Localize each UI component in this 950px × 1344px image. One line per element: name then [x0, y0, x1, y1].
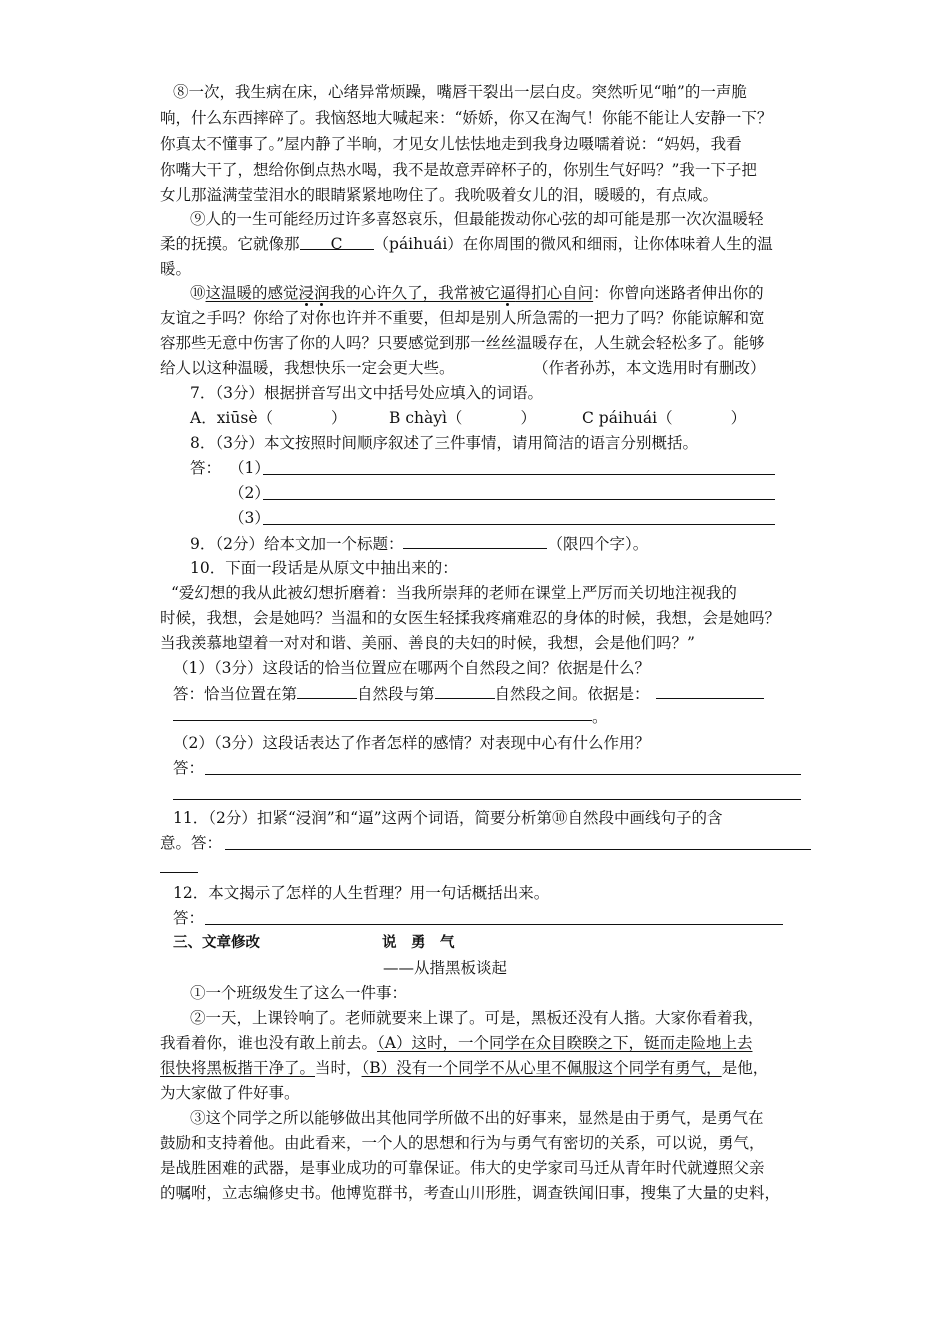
q7-b-close: ）	[520, 409, 536, 427]
essay-p2-before: 我看着你，谁也没有敢上前去。	[160, 1034, 378, 1052]
section-3-essay-title: 说 勇 气	[382, 935, 455, 951]
underlined-sentence	[206, 284, 594, 302]
question-10-prompt: 10．下面一段话是从原文中抽出来的：	[190, 559, 458, 577]
essay-para-1: ①一个班级发生了这么一件事：	[190, 984, 408, 1002]
para-10-rest: ：你曾向迷路者伸出你的	[593, 284, 764, 302]
underlined-part-3: 得扪心自问	[515, 284, 594, 302]
q8-answer-line-1[interactable]	[263, 474, 775, 475]
sentence-a-end: 很快将黑板揩干净了。	[160, 1059, 316, 1077]
q8-item-2: （2）	[229, 484, 270, 502]
para-9-line-1: ⑨人的一生可能经历过许多喜怒哀乐，但最能拨动你心弦的却可能是那一次次温暖轻	[190, 210, 764, 228]
para-10-line-4: 给人以这种温暖，我想快乐一定会更大些。	[160, 359, 455, 377]
question-8-prompt: 8．（3分）本文按照时间顺序叙述了三件事情，请用简洁的语言分别概括。	[190, 434, 698, 452]
para-8-line-2: 响，什么东西摔碎了。我恼怒地大喊起来：“娇娇，你又在淘气！你能不能让人安静一下？	[160, 109, 773, 127]
para-10-line-3: 容那些无意中伤害了你的人吗？只要感觉到那一丝丝温暖存在，人生就会轻松多了。能够	[160, 334, 765, 352]
essay-para-2-line-3	[160, 1056, 768, 1080]
q10-quote-line-3: 当我羡慕地望着一对对和谐、美丽、善良的夫妇的时候，我想，会是他们吗？”	[160, 634, 695, 652]
q10-blank-para-2[interactable]	[435, 681, 495, 699]
q10-ans1-c: 自然段之间。依据是：	[494, 685, 650, 703]
q10-blank-para-1[interactable]	[297, 681, 357, 699]
q10-quote-line-2: 时候，我想，会是她吗？当温和的女医生轻揉我疼痛难忍的身体的时候，我想，会是她吗？	[160, 609, 781, 627]
question-9	[190, 531, 648, 555]
q11-answer-line-tail[interactable]	[160, 872, 198, 873]
para-10-number: ⑩	[190, 284, 206, 302]
q8-item-1: （1）	[229, 459, 270, 477]
essay-p2-end: 是他，	[721, 1059, 769, 1077]
section-3-subtitle: ——从揩黑板谈起	[383, 959, 508, 977]
question-7-b	[389, 406, 536, 430]
q8-answer-line-3[interactable]	[263, 524, 775, 525]
question-11-line-1: 11．（2分）扣紧“浸润”和“逼”这两个词语，简要分析第⑩自然段中画线句子的含	[173, 809, 723, 827]
underlined-part-2: 我的心许久了，我常被它	[329, 284, 501, 302]
blank-c[interactable]	[300, 232, 374, 253]
q10-basis-blank[interactable]	[656, 681, 764, 699]
para-9-line-3: 暖。	[160, 260, 192, 278]
para-9-line-2	[160, 232, 773, 256]
q12-answer-label: 答：	[173, 909, 205, 927]
essay-p2-mid: 当时，	[315, 1059, 362, 1077]
para-9-text-after: （páihuái）在你周围的微风和细雨，让你体味着人生的温	[373, 235, 773, 253]
question-7-a	[190, 406, 347, 430]
q10-quote-line-1: “爱幻想的我从此被幻想折磨着：当我所崇拜的老师在课堂上严厉而关切地注视我的	[171, 584, 737, 602]
sentence-b: （B）没有一个同学不从心里不佩服这个同学有勇气，	[361, 1059, 722, 1077]
para-8-line-5: 女儿那溢满莹莹泪水的眼睛紧紧地吻住了。我吮吸着女儿的泪，暖暖的，有点咸。	[160, 186, 719, 204]
para-8-line-4: 你嘴大干了，想给你倒点热水喝，我不是故意弄碎杯子的，你别生气好吗？”我一下子把	[160, 161, 757, 179]
blank-c-label: C	[330, 235, 343, 253]
sentence-a: （A）这时，一个同学在众目睽睽之下，铤而走险地上去	[377, 1034, 753, 1052]
essay-para-2-line-2	[160, 1031, 752, 1055]
q10-answer-1	[173, 681, 764, 705]
para-8-line-1: ⑧一次，我生病在床，心绪异常烦躁，嘴唇干裂出一层白皮。突然听见“啪”的一声脆	[173, 83, 747, 101]
q10-basis-line-2[interactable]	[173, 720, 592, 721]
dotted-word-jin: 浸	[298, 284, 315, 302]
essay-para-2-line-4: 为大家做了件好事。	[160, 1084, 300, 1102]
author-note: （作者孙苏，本文选用时有删改）	[533, 359, 766, 377]
underlined-part-1: 这温暖的感觉	[205, 284, 299, 302]
q10-ans1-end: 。	[592, 708, 608, 726]
q7-b-label: B chàyì（	[389, 409, 463, 427]
question-12-prompt: 12．本文揭示了怎样的人生哲理？用一句话概括出来。	[173, 884, 550, 902]
q8-answer-label: 答：	[190, 459, 222, 477]
q9-prompt: 9．（2分）给本文加一个标题：	[190, 535, 404, 553]
dotted-word-bi: 逼	[500, 284, 516, 302]
q10-ans1-a: 答：恰当位置在第	[173, 685, 298, 703]
para-10-line-1	[190, 281, 764, 305]
q8-answer-line-2[interactable]	[263, 499, 775, 500]
q10-sub-1: （1）（3分）这段话的恰当位置应在哪两个自然段之间？依据是什么？	[173, 659, 650, 677]
essay-para-2-line-1: ②一天，上课铃响了。老师就要来上课了。可是，黑板还没有人揩。大家你看着我，	[190, 1009, 764, 1027]
q7-a-close: ）	[331, 409, 347, 427]
q11-answer-line[interactable]	[225, 849, 811, 850]
q7-c-close: ）	[730, 409, 747, 427]
q10-sub-2: （2）（3分）这段话表达了作者怎样的感情？对表现中心有什么作用？	[173, 734, 650, 752]
question-7-c	[582, 406, 746, 430]
question-11-line-2: 意。答：	[160, 834, 223, 852]
dotted-word-run: 润	[314, 284, 330, 302]
q7-c-label: C páihuái（	[582, 409, 673, 427]
q10-ans1-b: 自然段与第	[357, 685, 435, 703]
section-3-heading: 三、文章修改	[173, 935, 260, 951]
para-8-line-3: 你真太不懂事了。”屋内静了半晌，才见女儿怯怯地走到我身边嗫嚅着说：“妈妈，我看	[160, 135, 742, 153]
essay-para-3-line-4: 的嘱咐，立志编修史书。他博览群书，考查山川形胜，调查铁闻旧事，搜集了大量的史料，	[160, 1184, 781, 1202]
para-10-line-2: 友谊之手吗？你给了对你也许并不重要，但却是别人所急需的一把力了吗？你能谅解和宽	[160, 309, 765, 327]
q7-a-label: A．xiūsè（	[190, 409, 274, 427]
q10-answer-2-line-2[interactable]	[173, 799, 801, 800]
q9-suffix: （限四个字）。	[547, 535, 649, 553]
essay-para-3-line-1: ③这个同学之所以能够做出其他同学所做不出的好事来，显然是由于勇气，是勇气在	[190, 1109, 764, 1127]
essay-para-3-line-2: 鼓励和支持着他。由此看来，一个人的思想和行为与勇气有密切的关系，可以说，勇气，	[160, 1134, 765, 1152]
para-9-text-before: 柔的抚摸。它就像那	[160, 235, 300, 253]
q8-item-3: （3）	[229, 509, 270, 527]
question-7-prompt: 7．（3分）根据拼音写出文中括号处应填入的词语。	[190, 384, 543, 402]
q12-answer-line[interactable]	[205, 924, 783, 925]
essay-para-3-line-3: 是战胜困难的武器，是事业成功的可靠保证。伟大的史学家司马迁从青年时代就遵照父亲	[160, 1159, 765, 1177]
q10-answer-2-line-1[interactable]	[205, 774, 801, 775]
q10-answer-2-label: 答：	[173, 759, 205, 777]
q9-title-blank[interactable]	[403, 531, 547, 549]
